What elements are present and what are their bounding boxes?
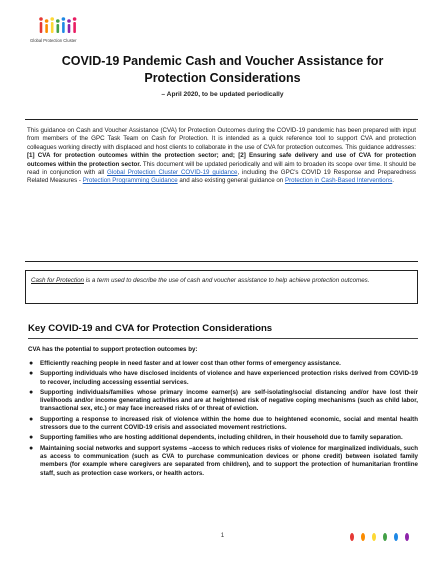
intro-text-end: . — [392, 177, 395, 185]
intro-text-and: and also existing general guidance on — [177, 177, 285, 185]
logo-figure-body — [73, 22, 76, 33]
definition-callout — [25, 270, 418, 304]
logo-figure-head — [50, 17, 54, 21]
list-item — [28, 416, 418, 433]
logo-figure-head — [56, 19, 60, 23]
intro-text-mid: , including the GPC's COVID 19 Response and Preparedness Related Measures - — [27, 169, 416, 185]
list-item — [28, 389, 418, 414]
logo-figure-body — [51, 22, 54, 33]
logo-figure-head — [39, 17, 43, 21]
intro-box — [25, 119, 418, 262]
footer-dot — [394, 533, 398, 541]
logo-figure-body — [68, 24, 71, 33]
list-item — [28, 360, 418, 368]
logo-figure-body — [57, 24, 60, 33]
section-heading: Key COVID-19 and CVA for Protection Considerations — [28, 323, 273, 334]
list-item-text: Supporting families who are hosting additional dependents, including children, in their household due to family separation. — [40, 434, 403, 442]
logo-figure-body — [45, 24, 48, 33]
logo-figure-head — [62, 17, 66, 21]
gpc-covid-guidance-link[interactable]: Global Protection Cluster COVID-19 guidance — [107, 169, 238, 177]
list-item — [28, 434, 418, 442]
bullet-icon: ● — [29, 434, 34, 442]
lead-sentence: CVA has the potential to support protection outcomes by: — [28, 346, 198, 353]
list-item — [28, 370, 418, 387]
document-title: COVID-19 Pandemic Cash and Voucher Assistance for Protection Considerations — [61, 54, 384, 85]
logo-figure-body — [40, 22, 43, 33]
list-item — [28, 445, 418, 478]
footer-dot — [372, 533, 376, 541]
logo-figure-head — [67, 19, 71, 23]
footer-dot — [350, 533, 354, 541]
document-subtitle: – April 2020, to be updated periodically — [161, 91, 284, 98]
bullet-icon: ● — [29, 370, 34, 378]
footer-dot — [361, 533, 365, 541]
footer-dot — [383, 533, 387, 541]
protection-programming-guidance-link[interactable]: Protection Programming Guidance — [82, 177, 178, 185]
page-number: 1 — [220, 532, 225, 539]
bullet-icon: ● — [29, 444, 34, 452]
logo-text: Global Protection Cluster — [30, 38, 77, 43]
logo-figure-body — [62, 22, 65, 33]
gpc-logo — [30, 14, 86, 48]
list-item-text: Supporting a response to increased risk of violence within the home due to heightened economic, social and mental health stressors due to the current COVID-19 crisis and associated movement restrictions. — [40, 415, 418, 432]
bullet-icon: ● — [29, 415, 34, 423]
list-item-text: Maintaining social networks and support systems –access to which reduces risks of violence for marginalized individuals, such as access to communication (such as CVA to purchase communication devices or phone credit) between isolated family members (for example where caregivers are separated from children), and to support the protection of humanitarian frontline staff, such as protection case workers, or health actors. — [40, 444, 418, 477]
list-item-text: Supporting individuals who have disclosed incidents of violence and have experienced protection risks derived from COVID-19 to recover, including accessing essential services. — [40, 370, 418, 386]
people-figures-icon — [38, 14, 78, 36]
list-item-text: Supporting individuals/families whose primary income earner(s) are self-isolating/social distancing and/or have lost their livelihoods and/or income generating activities and are at heightened risk of negative coping mechanisms (such as child labor, transactional sex, etc.) or may face increased risks of or threat of eviction. — [40, 388, 418, 413]
intro-text: This guidance on Cash and Voucher Assistance (CVA) for Protection Outcomes during the COVID-19 pandemic has been prepared with input from members of the GPC Task Team on Cash for Protection. It is intended as a quick reference tool to support CVA and protection colleagues working directly with displaced and host clients to collaborate in the use of CVA for protection outcomes. This guidance addresses: — [27, 127, 416, 151]
logo-figure-head — [45, 19, 49, 23]
bullet-icon: ● — [29, 388, 34, 396]
protection-in-cbi-link[interactable]: Protection in Cash-Based Interventions — [284, 177, 393, 185]
callout-text: is a term used to describe the use of cash and voucher assistance to help achieve protection outcomes. — [83, 277, 370, 284]
logo-figure-head — [73, 17, 77, 21]
intro-text-tail: This document will be updated periodically and will aim to broaden its scope over time. It should be read in conjunction with all — [27, 160, 416, 177]
intro-bold-text: [1] CVA for protection outcomes within the protection sector; and; [2] Ensuring safe delivery and use of CVA for protection outcomes within the protection sector. — [27, 152, 416, 168]
list-item-text: Efficiently reaching people in need faster and at lower cost than other forms of emergency assistance. — [40, 360, 341, 367]
bullet-icon: ● — [29, 360, 34, 367]
considerations-list — [28, 360, 418, 480]
footer-dot — [405, 533, 409, 541]
section-divider — [28, 338, 418, 339]
callout-term: Cash for Protection — [31, 277, 84, 284]
footer-dots-icon — [347, 532, 417, 542]
